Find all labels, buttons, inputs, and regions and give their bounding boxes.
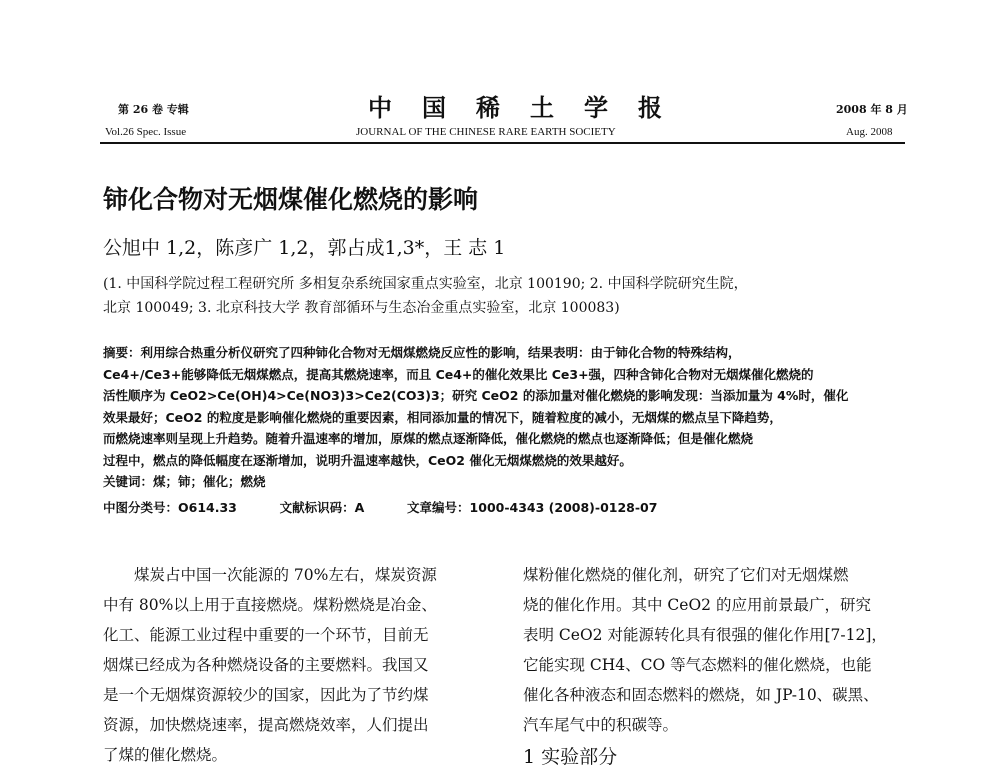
doc-code: A [354, 499, 365, 515]
abstract-line: Ce4+/Ce3+能够降低无烟煤燃点，提高其燃烧速率，而且 Ce4+的催化效果比 Ce3+强，四种含铈化合物对无烟煤催化燃烧的 [103, 366, 814, 382]
article-number: 1000-4343 (2008)-0128-07 [469, 499, 658, 515]
article-number-label: 文章编号： [407, 499, 470, 515]
section-heading: 1 实验部分 [523, 746, 618, 768]
body-line: 煤炭占中国一次能源的 70%左右，煤炭资源 [103, 566, 437, 584]
keywords-line [103, 471, 908, 493]
abstract-line: 效果最好；CeO2 的粒度是影响催化燃烧的重要因素，相同添加量的情况下，随着粒度的减小，无烟煤的燃点呈下降趋势， [103, 409, 782, 425]
author-list: 公旭中 1,2，陈彦广 1,2，郭占成1,3*，王 志 1 [103, 237, 506, 259]
affiliations [103, 272, 908, 320]
body-line: 煤粉催化燃烧的催化剂，研究了它们对无烟煤燃 [523, 566, 849, 584]
affiliation-line: (1. 中国科学院过程工程研究所 多相复杂系统国家重点实验室，北京 100190; 2. 中国科学院研究生院， [103, 276, 748, 292]
paper-title: 铈化合物对无烟煤催化燃烧的影响 [103, 185, 479, 214]
abstract-label: 摘要： [103, 345, 141, 360]
body-line: 表明 CeO2 对能源转化具有很强的催化作用[7-12]， [523, 626, 887, 644]
clc-label: 中图分类号： [103, 499, 179, 515]
clc-number: O614.33 [178, 499, 237, 515]
body-line: 是一个无烟煤资源较少的国家，因此为了节约煤 [103, 686, 429, 704]
volume-info-en: Vol.26 Spec. Issue [105, 126, 187, 138]
issue-date-cn: 2008 年 8 月 [836, 103, 908, 116]
journal-title-cn: 中国稀土学报 [368, 93, 692, 122]
abstract-line: 利用综合热重分析仪研究了四种铈化合物对无烟煤燃烧反应性的影响，结果表明：由于铈化合物的特殊结构， [140, 345, 741, 360]
body-line: 它能实现 CH4、CO 等气态燃料的催化燃烧，也能 [523, 656, 872, 674]
header-rule [100, 142, 905, 144]
doc-code-label: 文献标识码： [279, 499, 355, 515]
body-line: 烟煤已经成为各种燃烧设备的主要燃料。我国又 [103, 656, 429, 674]
body-line: 资源，加快燃烧速率，提高燃烧效率，人们提出 [103, 716, 429, 734]
body-left-column [103, 560, 495, 770]
abstract [103, 342, 908, 518]
body-line: 中有 80%以上用于直接燃烧。煤粉燃烧是冶金、 [103, 596, 437, 614]
volume-info: 第 26 卷 专辑 [118, 103, 189, 116]
body-line: 烧的催化作用。其中 CeO2 的应用前景最广，研究 [523, 596, 871, 614]
journal-title-en: JOURNAL OF THE CHINESE RARE EARTH SOCIETY [356, 126, 616, 138]
abstract-line: 而燃烧速率则呈现上升趋势。随着升温速率的增加，原煤的燃点逐渐降低，催化燃烧的燃点也逐渐降低；但是催化燃烧 [103, 431, 754, 446]
issue-date-en: Aug. 2008 [846, 126, 893, 138]
body-line: 汽车尾气中的积碳等。 [523, 716, 679, 734]
body-line: 催化各种液态和固态燃料的燃烧，如 JP-10、碳黑、 [523, 686, 879, 704]
classification-line [103, 497, 908, 519]
body-right-column [523, 560, 908, 772]
body-line: 了煤的催化燃烧。 [103, 746, 228, 764]
keywords: 煤；铈；催化；燃烧 [153, 474, 266, 489]
abstract-line: 活性顺序为 CeO2>Ce(OH)4>Ce(NO3)3>Ce2(CO3)3；研究 CeO2 的添加量对催化燃烧的影响发现：当添加量为 4%时，催化 [103, 388, 849, 403]
body-line: 化工、能源工业过程中重要的一个环节，目前无 [103, 626, 429, 644]
keywords-label: 关键词： [103, 474, 154, 489]
affiliation-line: 北京 100049; 3. 北京科技大学 教育部循环与生态冶金重点实验室，北京 100083) [103, 300, 620, 316]
abstract-line: 过程中，燃点的降低幅度在逐渐增加，说明升温速率越快，CeO2 催化无烟煤燃烧的效果越好。 [103, 452, 632, 468]
